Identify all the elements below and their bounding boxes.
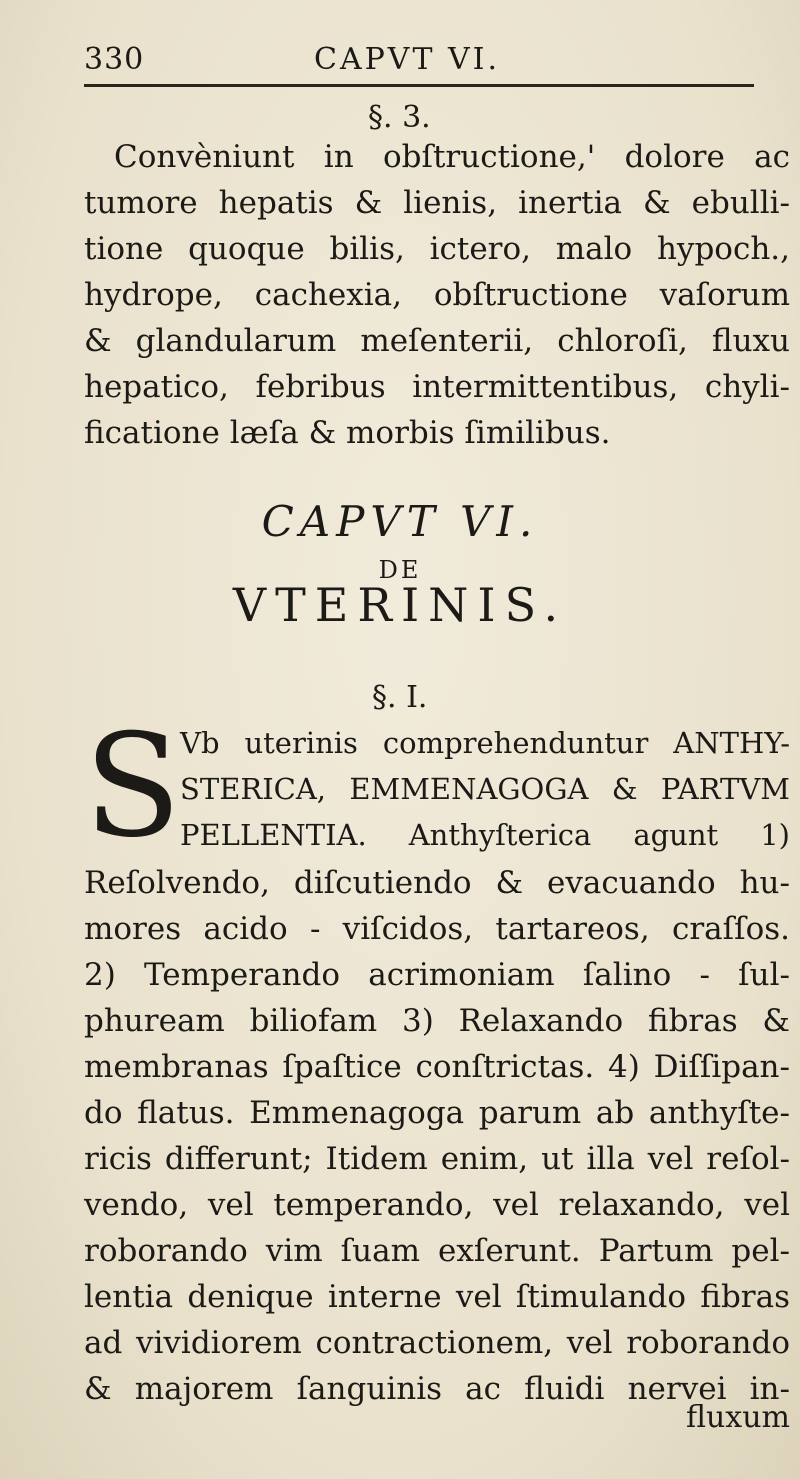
running-head: CAPVT VI. xyxy=(314,42,501,77)
text-line: ricis differunt; Itidem enim, ut illa vel reſol- xyxy=(84,1141,790,1177)
text-line: lentia denique interne vel ſtimulando fibras xyxy=(84,1279,790,1315)
chapter-heading: CAPVT VI. xyxy=(261,497,539,546)
text-line: & majorem ſanguinis ac fluidi nervei in- xyxy=(84,1371,790,1407)
text-line: membranas ſpaſtice conſtrictas. 4) Diſſipan- xyxy=(84,1049,790,1085)
text-line: Reſolvendo, diſcutiendo & evacuando hu- xyxy=(84,865,790,901)
section-3-text xyxy=(84,134,790,456)
text-line: vendo, vel temperando, vel relaxando, vel xyxy=(84,1187,790,1223)
chapter-title: VTERINIS. xyxy=(232,578,568,632)
text-line: & glandularum meſenterii, chloroſi, fluxu xyxy=(84,323,790,359)
text-line: Vb uterinis comprehenduntur ANTHY- xyxy=(180,726,790,760)
text-line: hepatico, febribus intermittentibus, chyli- xyxy=(84,369,790,405)
text-line: hydrope, cachexia, obſtructione vaſorum xyxy=(84,277,790,313)
page-header xyxy=(84,38,754,82)
section-1-text xyxy=(84,860,790,1412)
text-line: roborando vim ſuam exſerunt. Partum pel- xyxy=(84,1233,790,1269)
text-line: tione quoque bilis, ictero, malo hypoch., xyxy=(84,231,790,267)
text-line: do flatus. Emmenagoga parum ab anthyſte- xyxy=(84,1095,790,1131)
header-rule xyxy=(84,84,754,87)
page-number: 330 xyxy=(84,42,145,77)
text-line: ficatione læſa & morbis ſimilibus. xyxy=(84,415,611,451)
text-line: mores acido - viſcidos, tartareos, craſſos. xyxy=(84,911,790,947)
section-1-mark: §. I. xyxy=(372,680,428,715)
text-line: tumore hepatis & lienis, inertia & ebulli- xyxy=(84,185,790,221)
text-line: ad vividiorem contractionem, vel roborando xyxy=(84,1325,790,1361)
text-line: phuream biliofam 3) Relaxando fibras & xyxy=(84,1003,790,1039)
section-3-mark: §. 3. xyxy=(368,100,431,135)
text-line: 2) Temperando acrimoniam ſalino - ſul- xyxy=(84,957,790,993)
text-line: STERICA, EMMENAGOGA & PARTVM xyxy=(180,772,790,806)
section-1-indented-text xyxy=(180,720,790,858)
text-line: PELLENTIA. Anthyſterica agunt 1) xyxy=(180,818,790,852)
catchword: fluxum xyxy=(685,1400,790,1435)
drop-cap: S xyxy=(84,704,182,869)
text-line: Convèniunt in obſtructione,' dolore ac xyxy=(114,139,790,175)
chapter-heading-de: DE xyxy=(378,556,422,584)
